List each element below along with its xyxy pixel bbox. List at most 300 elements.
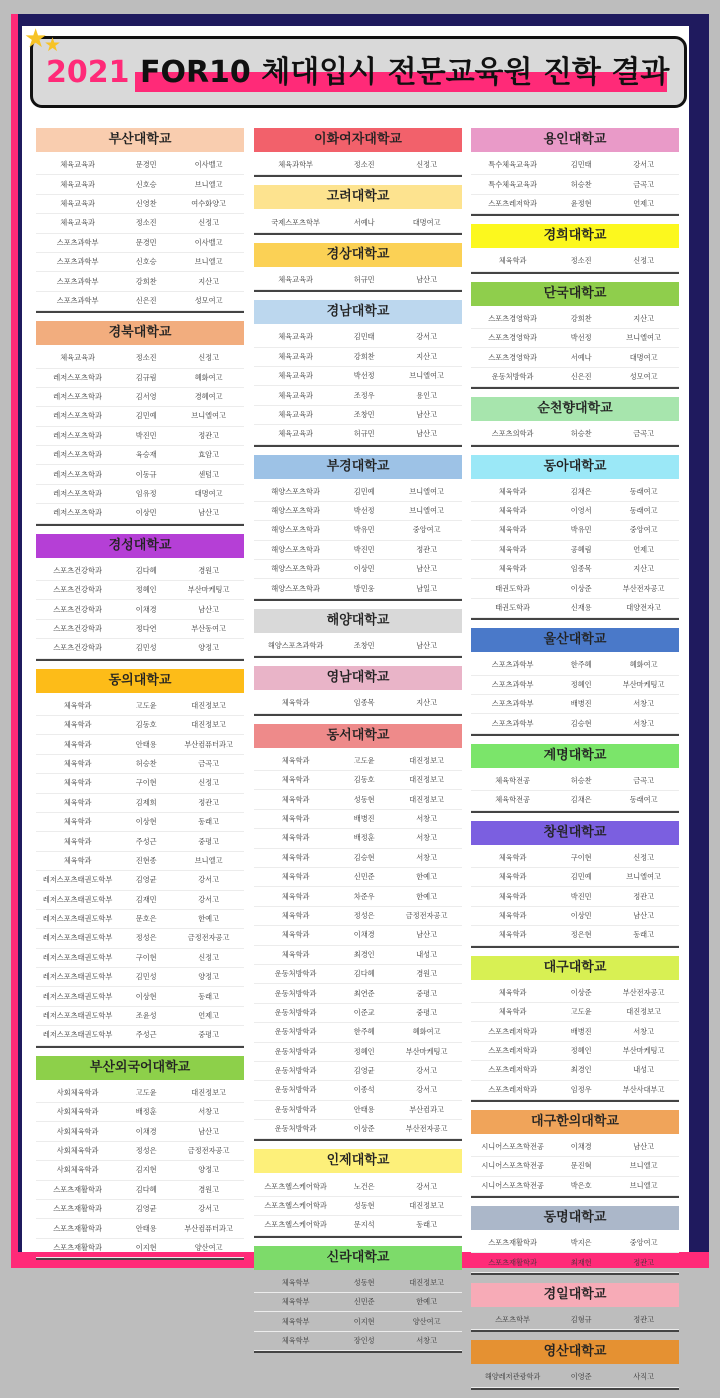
high-school: 강서고: [416, 332, 438, 342]
student-name: 신영찬: [135, 198, 157, 208]
university-name: 인제대학교: [254, 1149, 462, 1173]
department: 스포츠과학부: [56, 276, 99, 286]
student-name: 문진혁: [570, 1161, 592, 1171]
university-section: [36, 669, 244, 1048]
table-row: [471, 156, 679, 175]
student-name: 박진민: [353, 544, 375, 554]
table-row: [36, 968, 244, 987]
student-name: 김다혜: [135, 1184, 157, 1194]
student-name: 한주혜: [353, 1027, 375, 1037]
high-school: 강서고: [198, 1204, 220, 1214]
table-row: [471, 1138, 679, 1157]
high-school: 브니엘여고: [626, 872, 661, 882]
department: 사회체육학과: [56, 1087, 99, 1097]
star-icon: ★: [24, 24, 48, 54]
student-name: 박진민: [570, 891, 592, 901]
high-school: 신정고: [198, 353, 220, 363]
high-school: 한예고: [416, 1297, 438, 1307]
high-school: 경혜여고: [194, 392, 223, 402]
table-row: [254, 579, 462, 598]
student-name: 이상현: [135, 991, 157, 1001]
student-name: 신민준: [353, 872, 375, 882]
high-school: 강서고: [416, 1181, 438, 1191]
high-school: 동래여고: [629, 506, 658, 516]
department: 해양스포츠학과: [271, 486, 320, 496]
department: 레저스포츠태권도학부: [42, 972, 113, 982]
high-school: 남산고: [416, 409, 438, 419]
section-divider: [471, 946, 679, 948]
table-row: [254, 386, 462, 405]
high-school: 신정고: [198, 952, 220, 962]
student-name: 신은진: [135, 295, 157, 305]
university-name: 경북대학교: [36, 321, 244, 345]
high-school: 성모여고: [194, 295, 223, 305]
student-name: 허규민: [353, 429, 375, 439]
high-school: 브니엘여고: [626, 333, 661, 343]
department: 체육교육과: [278, 332, 313, 342]
department: 체육교육과: [60, 179, 95, 189]
high-school: 지산고: [416, 351, 438, 361]
table-row: [471, 425, 679, 444]
student-name: 최재헌: [570, 1257, 592, 1267]
student-name: 김재민: [135, 894, 157, 904]
department: 체육학부: [281, 1316, 310, 1326]
table-row: [36, 832, 244, 851]
student-name: 이종석: [353, 1085, 375, 1095]
department: 태권도학과: [495, 583, 530, 593]
table-row: [254, 790, 462, 809]
department: 레저스포츠태권도학부: [42, 933, 113, 943]
department: 체육학과: [281, 775, 310, 785]
table-row: [471, 1003, 679, 1022]
department: 체육학과: [281, 814, 310, 823]
student-name: 성동현: [353, 1201, 375, 1211]
table-row: [471, 714, 679, 733]
table-row: [254, 1197, 462, 1216]
department: 체육교육과: [60, 198, 95, 208]
university-section: [471, 455, 679, 621]
university-name: 울산대학교: [471, 628, 679, 652]
high-school: 대진정보고: [191, 1087, 226, 1097]
department: 스포츠레저학과: [488, 1045, 537, 1055]
section-divider: [254, 599, 462, 601]
department: 체육학과: [63, 700, 92, 710]
high-school: 내성고: [633, 1065, 655, 1075]
table-row: [471, 849, 679, 868]
table-row: [471, 599, 679, 618]
high-school: 양산여고: [412, 1316, 441, 1326]
high-school: 금정전자공고: [187, 1145, 230, 1155]
column-right: [471, 128, 679, 1398]
department: 체육학과: [63, 836, 92, 846]
student-name: 문경민: [135, 160, 157, 170]
table-row: [471, 1157, 679, 1176]
table-row: [254, 521, 462, 540]
table-row: [471, 502, 679, 521]
table-row: [471, 579, 679, 598]
student-name: 정소진: [353, 160, 375, 170]
student-name: 방민웅: [353, 583, 375, 593]
university-name: 경일대학교: [471, 1283, 679, 1307]
department: 체육학과: [498, 930, 527, 940]
student-name: 김동호: [135, 720, 157, 730]
table-row: [36, 1103, 244, 1122]
high-school: 남산고: [416, 564, 438, 574]
university-name: 대구대학교: [471, 956, 679, 980]
department: 해양스포츠학과: [271, 525, 320, 535]
department: 체육학과: [281, 910, 310, 920]
table-row: [36, 195, 244, 214]
department: 스포츠레저학과: [488, 1065, 537, 1075]
table-row: [254, 829, 462, 848]
student-name: 성동현: [353, 794, 375, 804]
section-divider: [254, 714, 462, 716]
high-school: 부산컴과고: [409, 1104, 444, 1114]
department: 시니어스포츠학전공: [481, 1180, 544, 1190]
section-divider: [254, 233, 462, 235]
high-school: 서창고: [633, 699, 655, 709]
student-name: 차준우: [353, 891, 375, 901]
student-name: 김민예: [570, 872, 592, 882]
university-name: 순천향대학교: [471, 397, 679, 421]
table-row: [254, 1043, 462, 1062]
student-name: 이상민: [570, 910, 592, 920]
high-school: 남일고: [416, 583, 438, 593]
high-school: 남산고: [198, 1126, 220, 1136]
table-row: [254, 1332, 462, 1351]
department: 체육학부: [281, 1277, 310, 1287]
high-school: 브니엘고: [629, 1161, 658, 1171]
department: 운동처방학과: [491, 371, 534, 381]
student-name: 주성근: [135, 1030, 157, 1040]
high-school: 성모여고: [629, 371, 658, 381]
department: 운동처방학과: [274, 1104, 317, 1114]
student-name: 허승찬: [570, 429, 592, 439]
department: 레저스포츠학과: [53, 489, 102, 499]
department: 시니어스포츠학전공: [481, 1161, 544, 1171]
high-school: 정관고: [416, 544, 438, 554]
student-name: 이상민: [353, 564, 375, 574]
student-name: 강희찬: [135, 276, 157, 286]
high-school: 동래여고: [629, 486, 658, 496]
high-school: 금정전자공고: [187, 933, 230, 943]
student-name: 정혜인: [135, 585, 157, 595]
table-row: [254, 694, 462, 713]
department: 운동처방학과: [274, 1066, 317, 1076]
student-name: 구이현: [135, 952, 157, 962]
section-divider: [471, 811, 679, 813]
student-name: 김민성: [135, 643, 157, 653]
student-name: 이상준: [570, 583, 592, 593]
table-row: [36, 292, 244, 311]
section-divider: [471, 1100, 679, 1102]
student-name: 김규림: [135, 372, 157, 382]
department: 체육학과: [281, 949, 310, 959]
table-row: [254, 1177, 462, 1196]
table-row: [254, 752, 462, 771]
high-school: 브니엘여고: [191, 411, 226, 421]
department: 레저스포츠태권도학부: [42, 914, 113, 924]
section-divider: [471, 214, 679, 216]
university-name: 창원대학교: [471, 821, 679, 845]
student-name: 정소진: [135, 218, 157, 228]
high-school: 지산고: [198, 276, 220, 286]
high-school: 한예고: [416, 872, 438, 882]
department: 레저스포츠학과: [53, 469, 102, 479]
department: 스포츠과학부: [491, 660, 534, 670]
section-divider: [254, 290, 462, 292]
section-divider: [471, 1196, 679, 1198]
high-school: 금곡고: [633, 776, 655, 785]
university-section: [471, 1340, 679, 1389]
section-divider: [254, 1139, 462, 1141]
student-name: 배병진: [353, 814, 375, 823]
high-school: 서창고: [416, 852, 438, 862]
university-section: [254, 724, 462, 1142]
department: 스포츠재활학과: [53, 1223, 102, 1233]
table-row: [36, 716, 244, 735]
high-school: 남산고: [198, 508, 220, 518]
high-school: 대진정보고: [191, 720, 226, 730]
high-school: 서창고: [416, 1335, 438, 1345]
table-row: [254, 1312, 462, 1331]
department: 체육학과: [498, 525, 527, 535]
department: 국제스포츠학부: [271, 217, 320, 227]
high-school: 남산고: [416, 274, 438, 284]
high-school: 중평고: [416, 988, 438, 998]
high-school: 대명여고: [194, 489, 223, 499]
student-name: 임유정: [135, 489, 157, 499]
university-section: [254, 1246, 462, 1354]
student-name: 최경인: [570, 1065, 592, 1075]
section-divider: [36, 659, 244, 661]
department: 체육학과: [498, 872, 527, 882]
section-divider: [36, 311, 244, 313]
high-school: 금정전자공고: [405, 910, 448, 920]
student-name: 공혜림: [570, 544, 592, 554]
high-school: 동래고: [416, 1220, 438, 1230]
student-name: 조윤성: [135, 1011, 157, 1021]
university-name: 동명대학교: [471, 1206, 679, 1230]
department: 체육학전공: [495, 776, 530, 785]
department: 레저스포츠태권도학부: [42, 875, 113, 885]
high-school: 금곡고: [633, 429, 655, 439]
student-name: 문지석: [353, 1220, 375, 1230]
student-name: 이채경: [353, 930, 375, 940]
department: 해양스포츠학과: [271, 544, 320, 554]
department: 체육학과: [281, 833, 310, 843]
student-name: 김영균: [135, 1204, 157, 1214]
student-name: 박선정: [353, 506, 375, 516]
student-name: 박선정: [570, 333, 592, 343]
high-school: 강서고: [633, 160, 655, 170]
table-row: [254, 1062, 462, 1081]
department: 체육교육과: [278, 371, 313, 381]
star-icon: ★: [44, 34, 62, 56]
high-school: 한예고: [416, 891, 438, 901]
table-row: [471, 541, 679, 560]
student-name: 강희찬: [570, 313, 592, 323]
table-row: [471, 175, 679, 194]
department: 체육학부: [281, 1297, 310, 1307]
department: 체육학과: [498, 1007, 527, 1017]
page-title: [46, 48, 669, 98]
high-school: 사직고: [633, 1372, 655, 1382]
university-section: [254, 609, 462, 658]
high-school: 금곡고: [633, 179, 655, 189]
table-row: [471, 907, 679, 926]
department: 체육학과: [63, 739, 92, 749]
table-row: [254, 946, 462, 965]
department: 레저스포츠학과: [53, 430, 102, 440]
column-middle: [254, 128, 462, 1361]
table-row: [471, 1368, 679, 1387]
student-name: 박유민: [570, 525, 592, 535]
table-row: [254, 907, 462, 926]
table-row: [471, 1234, 679, 1253]
department: 스포츠레저학과: [488, 198, 537, 208]
table-row: [254, 637, 462, 656]
student-name: 안태용: [353, 1104, 375, 1114]
high-school: 브니엘고: [194, 257, 223, 267]
university-section: [471, 282, 679, 390]
table-row: [36, 639, 244, 658]
table-row: [471, 1177, 679, 1196]
department: 체육학전공: [495, 795, 530, 805]
student-name: 정성은: [135, 1145, 157, 1155]
university-section: [36, 321, 244, 526]
student-name: 김채은: [570, 486, 592, 496]
student-name: 이지현: [353, 1316, 375, 1326]
table-row: [36, 234, 244, 253]
high-school: 대명여고: [629, 352, 658, 362]
student-name: 이상현: [135, 817, 157, 827]
university-name: 이화여자대학교: [254, 128, 462, 152]
student-name: 조정우: [353, 390, 375, 400]
high-school: 경원고: [416, 969, 438, 979]
department: 운동처방학과: [274, 988, 317, 998]
table-row: [36, 272, 244, 291]
table-row: [471, 695, 679, 714]
table-row: [36, 813, 244, 832]
section-divider: [254, 175, 462, 177]
table-row: [471, 560, 679, 579]
high-school: 대진정보고: [191, 700, 226, 710]
high-school: 남산고: [416, 930, 438, 940]
department: 스포츠재활학과: [488, 1257, 537, 1267]
high-school: 언제고: [198, 1011, 220, 1021]
high-school: 부산컴퓨터과고: [184, 739, 233, 749]
section-divider: [471, 1330, 679, 1332]
department: 해양스포츠학과: [271, 506, 320, 516]
table-row: [254, 483, 462, 502]
table-row: [254, 406, 462, 425]
high-school: 부산마케팅고: [405, 1046, 448, 1056]
high-school: 서창고: [416, 814, 438, 823]
high-school: 신정고: [416, 160, 438, 170]
department: 스포츠건강학과: [53, 585, 102, 595]
table-row: [36, 369, 244, 388]
high-school: 남산고: [198, 604, 220, 614]
table-row: [254, 926, 462, 945]
student-name: 김채은: [570, 795, 592, 805]
table-row: [36, 910, 244, 929]
table-row: [36, 871, 244, 890]
department: 레저스포츠학과: [53, 392, 102, 402]
table-row: [471, 868, 679, 887]
department: 레저스포츠태권도학부: [42, 991, 113, 1001]
high-school: 부산마케팅고: [187, 585, 230, 595]
table-row: [254, 984, 462, 1003]
student-name: 김지현: [135, 1165, 157, 1175]
high-school: 신정고: [198, 218, 220, 228]
department: 체육학과: [498, 256, 527, 266]
section-divider: [254, 1236, 462, 1238]
department: 체육학과: [63, 778, 92, 788]
high-school: 대진정보고: [409, 794, 444, 804]
table-row: [471, 483, 679, 502]
high-school: 혜화여고: [412, 1027, 441, 1037]
high-school: 강서고: [416, 1066, 438, 1076]
table-row: [36, 1007, 244, 1026]
table-row: [254, 156, 462, 175]
student-name: 정혜인: [570, 679, 592, 689]
table-row: [254, 541, 462, 560]
title-text: FOR10 체대입시 전문교육원 진학 결과: [139, 55, 670, 90]
table-row: [254, 1101, 462, 1120]
section-divider: [36, 524, 244, 526]
table-row: [36, 465, 244, 484]
student-name: 정소진: [570, 256, 592, 266]
student-name: 이채경: [135, 604, 157, 614]
table-row: [36, 1142, 244, 1161]
high-school: 대진정보고: [409, 755, 444, 765]
high-school: 남산고: [633, 910, 655, 920]
university-section: [471, 821, 679, 948]
student-name: 성동현: [353, 1277, 375, 1287]
high-school: 양산여고: [194, 1242, 223, 1252]
table-row: [36, 349, 244, 368]
table-row: [254, 502, 462, 521]
student-name: 김승현: [570, 718, 592, 728]
table-row: [471, 887, 679, 906]
high-school: 남산고: [416, 429, 438, 439]
table-row: [471, 310, 679, 329]
student-name: 이영준: [570, 1372, 592, 1382]
university-section: [471, 397, 679, 446]
student-name: 김제희: [135, 797, 157, 807]
high-school: 혜화여고: [194, 372, 223, 382]
student-name: 이지현: [135, 1242, 157, 1252]
department: 체육교육과: [278, 390, 313, 400]
table-row: [36, 388, 244, 407]
department: 체육학과: [498, 544, 527, 554]
department: 체육학과: [498, 852, 527, 862]
department: 스포츠재활학과: [53, 1184, 102, 1194]
department: 체육교육과: [278, 274, 313, 284]
high-school: 금곡고: [198, 758, 220, 768]
table-row: [471, 348, 679, 367]
high-school: 서창고: [416, 833, 438, 843]
department: 레저스포츠학과: [53, 450, 102, 460]
department: 사회체육학과: [56, 1126, 99, 1136]
student-name: 김민예: [135, 411, 157, 421]
high-school: 동래고: [198, 817, 220, 827]
table-row: [36, 427, 244, 446]
university-section: [254, 666, 462, 715]
university-section: [471, 1283, 679, 1332]
table-row: [254, 367, 462, 386]
